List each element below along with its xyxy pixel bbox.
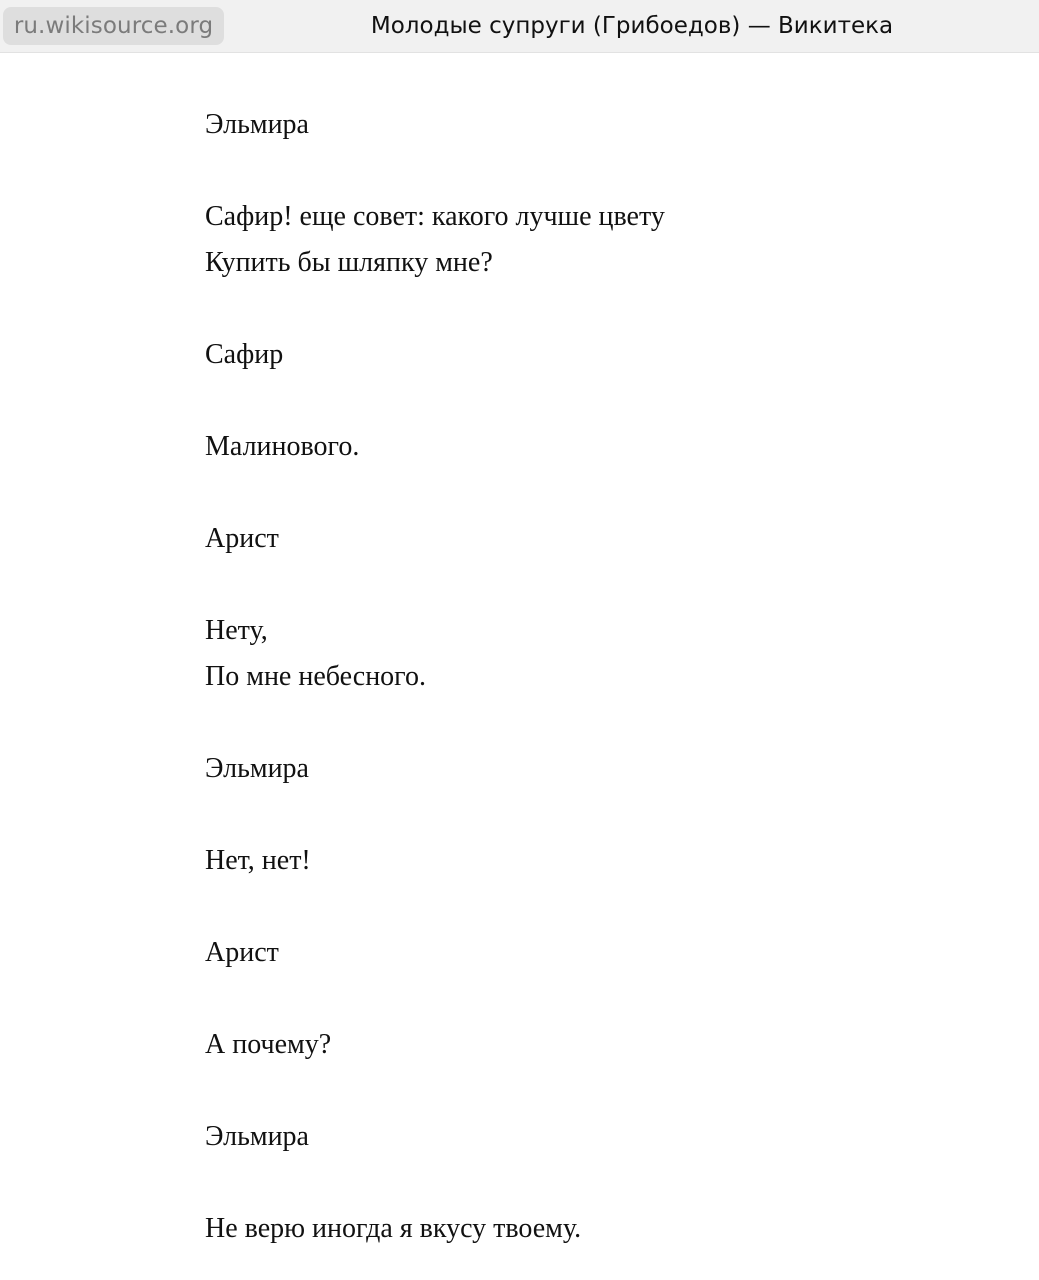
speaker-name [205,332,1005,378]
speaker-name [205,516,1005,562]
text-line: Нету, [205,615,268,646]
speaker-name [205,102,1005,148]
address-bar-domain[interactable]: ru.wikisource.org [3,7,224,45]
text-line: Не верю иногда я вкусу твоему. [205,1213,582,1244]
page-title: Молодые супруги (Грибоедов) — Викитека [370,13,894,39]
text-line: По мне небесного. [205,661,426,692]
text-line: Эльмира [205,1121,309,1152]
text-line: Малинового. [205,431,360,462]
text-line: Сафир! еще совет: какого лучше цвету [205,201,665,232]
text-line: А почему? [205,1029,332,1060]
text-line: Эльмира [205,753,309,784]
dialogue-line [205,424,1005,470]
dialogue-line [205,1206,1005,1252]
speaker-name [205,930,1005,976]
dialogue-line [205,194,1005,286]
speaker-name [205,1114,1005,1160]
text-line: Нет, нет! [205,845,311,876]
text-line: Сафир [205,339,284,370]
browser-top-bar [0,0,1039,53]
text-line: Эльмира [205,109,309,140]
text-line: Арист [205,937,279,968]
speaker-name [205,746,1005,792]
play-text [205,59,1005,1252]
dialogue-line [205,1022,1005,1068]
dialogue-line [205,608,1005,700]
dialogue-line [205,838,1005,884]
text-line: Арист [205,523,279,554]
text-line: Купить бы шляпку мне? [205,247,493,278]
